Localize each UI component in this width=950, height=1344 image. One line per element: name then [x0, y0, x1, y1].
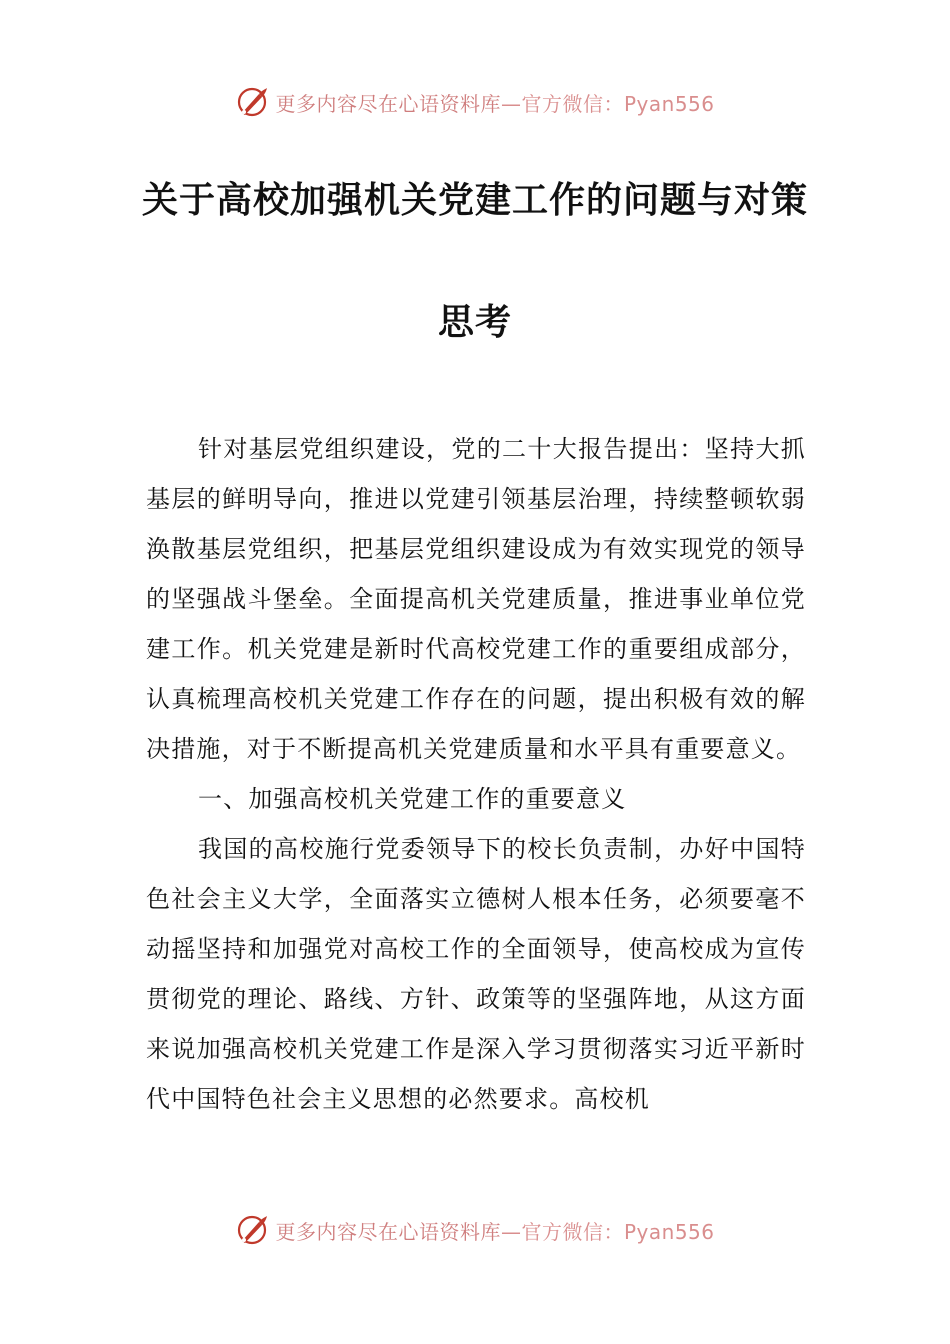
watermark-site: 更多内容尽在心语资料库 [275, 91, 501, 116]
watermark-wechat-label: 官方微信： [521, 91, 624, 116]
quill-logo-icon [235, 85, 269, 119]
watermark-wechat-id: Pyan556 [623, 1219, 715, 1244]
footer-watermark [0, 1208, 950, 1252]
watermark-dash: — [500, 91, 522, 116]
document-body [146, 424, 806, 1124]
quill-logo-icon [235, 1213, 269, 1247]
document-title-line-1: 关于高校加强机关党建工作的问题与对策 [141, 180, 808, 221]
watermark-dash: — [500, 1219, 522, 1244]
section-heading-1: 一、加强高校机关党建工作的重要意义 [198, 785, 627, 813]
watermark-wechat-id: Pyan556 [623, 91, 715, 116]
document-title-line-2: 思考 [437, 302, 512, 343]
watermark-site: 更多内容尽在心语资料库 [275, 1219, 501, 1244]
watermark-wechat-label: 官方微信： [521, 1219, 624, 1244]
paragraph-section-1: 我国的高校施行党委领导下的校长负责制，办好中国特色社会主义大学，全面落实立德树人根本任务，必须要毫不动摇坚持和加强党对高校工作的全面领导，使高校成为宣传贯彻党的理论、路线、方针、政策等的坚强阵地，从这方面来说加强高校机关党建工作是深入学习贯彻落实习近平新时代中国特色社会主义思想的必然要求。高校机 [146, 835, 806, 1113]
paragraph-intro: 针对基层党组织建设，党的二十大报告提出：坚持大抓基层的鲜明导向，推进以党建引领基层治理，持续整顿软弱涣散基层党组织，把基层党组织建设成为有效实现党的领导的坚强战斗堡垒。全面提高机关党建质量，推进事业单位党建工作。机关党建是新时代高校党建工作的重要组成部分，认真梳理高校机关党建工作存在的问题，提出积极有效的解决措施，对于不断提高机关党建质量和水平具有重要意义。 [146, 435, 806, 763]
watermark-text [275, 1216, 714, 1245]
watermark-text [275, 88, 714, 117]
header-watermark [0, 80, 950, 124]
